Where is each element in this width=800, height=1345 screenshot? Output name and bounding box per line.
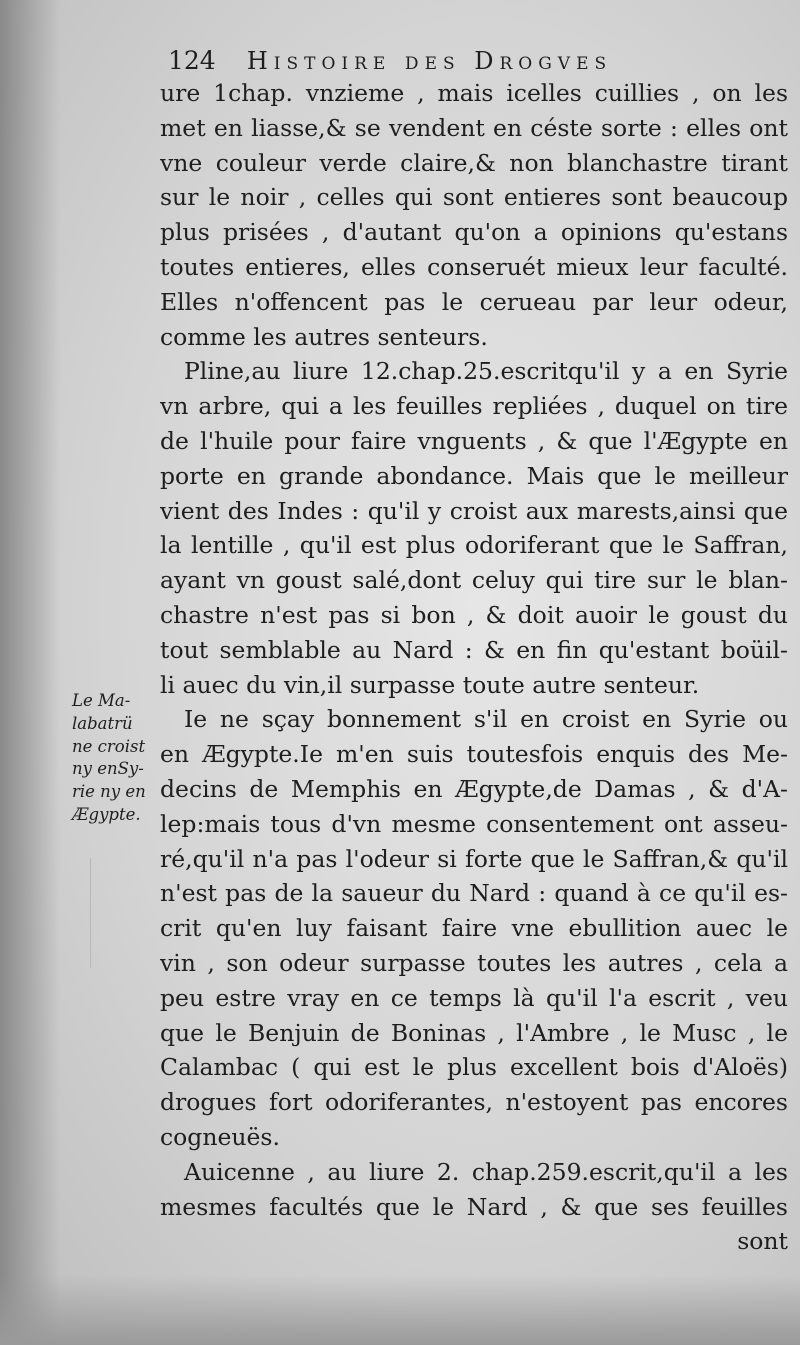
text-line: la lentille , qu'il est plus odoriferant que le Saffran,: [160, 531, 788, 560]
text-line: crit qu'en luy faisant faire vne ebullition auec le: [160, 914, 788, 943]
text-line: decins de Memphis en Ægypte,de Damas , & d'A-: [160, 774, 788, 803]
text-line: Calambac ( qui est le plus excellent bois d'Aloës): [160, 1053, 788, 1082]
margin-note-line: Le Ma-: [72, 691, 131, 710]
text-line: vin , son odeur surpasse toutes les autres , cela a: [160, 948, 788, 977]
text-line: li auec du vin,il surpasse toute autre senteur.: [160, 670, 700, 699]
text-line: en Ægypte.Ie m'en suis toutesfois enquis des Me-: [160, 740, 788, 769]
text-line: vient des Indes : qu'il y croist aux marests,ainsi que: [160, 496, 788, 525]
text-line: plus prisées , d'autant qu'on a opinions qu'estans: [160, 218, 788, 247]
margin-note-line: ne croist: [72, 736, 146, 756]
text-line: tout semblable au Nard : & en fin qu'estant boüil-: [160, 635, 788, 664]
text-line: n'est pas de la saueur du Nard : quand à ce qu'il es-: [160, 879, 788, 908]
page-shadow-bottom: [0, 1275, 800, 1345]
text-line: cogneuës.: [160, 1122, 280, 1151]
margin-rule: [90, 858, 91, 968]
page-shadow-left: [0, 0, 60, 1345]
catchword: sont: [737, 1227, 788, 1256]
body-text: [160, 76, 788, 1259]
text-line: toutes entieres, elles conseruét mieux leur faculté.: [160, 252, 788, 281]
text-line: ure 1chap. vnzieme , mais icelles cuillies , on les: [160, 79, 788, 107]
text-line: porte en grande abondance. Mais que le meilleur: [160, 461, 788, 490]
paragraph-start-line: Ie ne sçay bonnement s'il en croist en Syrie ou: [184, 705, 788, 734]
text-line: lep:mais tous d'vn mesme consentement ont asseu-: [160, 809, 788, 838]
text-line: chastre n'est pas si bon , & doit auoir le goust du: [160, 600, 788, 629]
margin-note-line: Ægypte.: [72, 804, 141, 824]
margin-note-line: ny enSy-: [72, 759, 144, 779]
margin-note-line: rie ny en: [72, 782, 146, 802]
paragraph-start-line: Pline,au liure 12.chap.25.escritqu'il y a en Syrie: [184, 357, 788, 386]
text-line: de l'huile pour faire vnguents , & que l'Ægypte en: [160, 426, 788, 455]
margin-note-line: labatrü: [72, 713, 133, 733]
text-line: Elles n'offencent pas le cerueau par leur odeur,: [160, 287, 788, 316]
text-line: mesmes facultés que le Nard , & que ses feuilles: [160, 1192, 788, 1221]
paragraph-start-line: Auicenne , au liure 2. chap.259.escrit,qu'il a les: [184, 1157, 788, 1186]
margin-note: [72, 690, 158, 827]
text-line: ayant vn goust salé,dont celuy qui tire sur le blan-: [160, 566, 788, 595]
text-line: sur le noir , celles qui sont entieres sont beaucoup: [160, 183, 788, 212]
page-number: 124: [168, 46, 216, 75]
running-title: Histoire des Drogves: [246, 47, 613, 75]
text-line: peu estre vray en ce temps là qu'il l'a escrit , veu: [160, 983, 788, 1012]
text-line: vne couleur verde claire,& non blanchastre tirant: [160, 148, 788, 177]
text-line: ré,qu'il n'a pas l'odeur si forte que le Saffran,& qu'il: [160, 844, 788, 873]
text-line: que le Benjuin de Boninas , l'Ambre , le Musc , le: [160, 1018, 788, 1047]
text-line: met en liasse,& se vendent en céste sorte : elles ont: [160, 113, 788, 142]
text-line: comme les autres senteurs.: [160, 322, 488, 351]
text-line: drogues fort odoriferantes, n'estoyent pas encores: [160, 1088, 788, 1117]
text-line: vn arbre, qui a les feuilles repliées , duquel on tire: [160, 392, 788, 421]
